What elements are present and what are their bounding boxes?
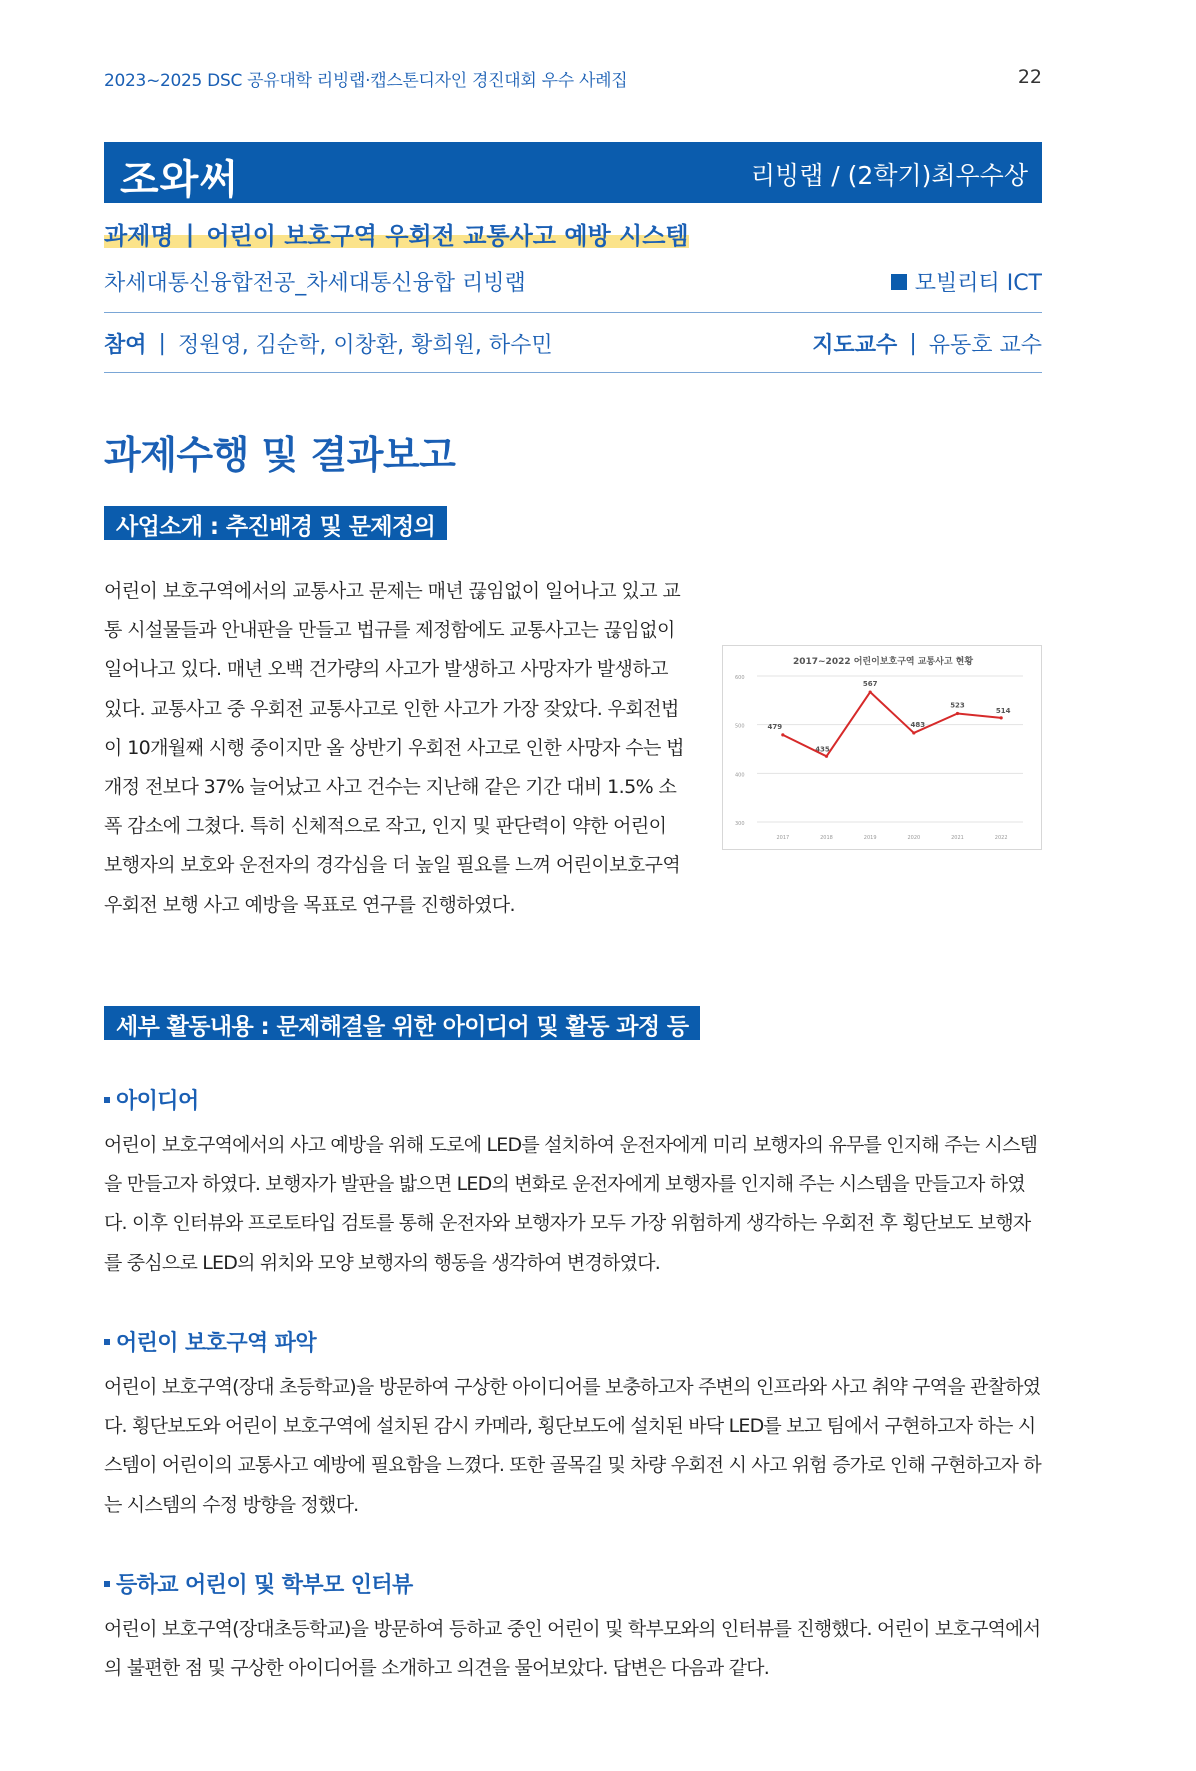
square-bullet-icon: [891, 274, 907, 290]
interview-title: 등하교 어린이 및 학부모 인터뷰: [116, 1573, 413, 1598]
award-label: 리빙랩 / (2학기)최우수상: [750, 161, 1028, 190]
x-tick-label: 2018: [820, 835, 833, 841]
idea-heading: [104, 1084, 199, 1115]
data-point: [956, 712, 959, 715]
interview-paragraph: 어린이 보호구역(장대초등학교)을 방문하여 등하교 중인 어린이 및 학부모와의 인터뷰를 진행했다. 어린이 보호구역에서의 불편한 점 및 구상한 아이디어를 소개하고 의견을 물어보았다. 답변은 다음과 같다.: [104, 1618, 1041, 1680]
members-label: 참여: [104, 333, 147, 358]
task-title-row: [104, 216, 689, 252]
y-tick-label: 400: [735, 772, 745, 779]
task-separator: |: [185, 219, 195, 248]
interview-heading: [104, 1568, 413, 1599]
zone-heading: [104, 1326, 316, 1357]
data-label: 479: [767, 722, 783, 731]
y-tick-label: 300: [735, 821, 745, 827]
idea-paragraph: 어린이 보호구역에서의 사고 예방을 위해 도로에 LED를 설치하여 운전자에게 미리 보행자의 유무를 인지해 주는 시스템을 만들고자 하였다. 보행자가 발판을 밟으면 LED의 변화로 운전자에게 보행자를 인지해 주는 시스템을 만들고자 하였다. 이후 인터뷰와 프로토타입 검토를 통해 운전자와 보행자가 모두 가장 위험하게 생각하는 우회전 후 횡단보도 보행자를 중심으로 LED의 위치와 모양 보행자의 행동을 생각하여 변경하였다.: [104, 1134, 1038, 1274]
data-label: 523: [950, 701, 965, 710]
page-number: 22: [1017, 66, 1042, 88]
advisor-name: 유동호 교수: [928, 333, 1042, 358]
x-tick-label: 2019: [863, 835, 877, 841]
members-names: 정원영, 김순학, 이창환, 황희원, 하수민: [177, 333, 553, 358]
team-banner: [104, 142, 1042, 203]
x-tick-label: 2020: [907, 835, 921, 841]
running-header: [104, 66, 1042, 94]
data-point: [781, 733, 784, 736]
data-point: [1000, 716, 1003, 719]
y-tick-label: 500: [735, 723, 745, 730]
divider-line: [104, 372, 1042, 373]
intro-section-tag: 사업소개 : 추진배경 및 문제정의: [104, 506, 447, 540]
idea-title: 아이디어: [116, 1089, 199, 1114]
category-text: 모빌리티 ICT: [914, 271, 1042, 296]
department-row: [104, 266, 1042, 300]
section-title: 과제수행 및 결과보고: [104, 433, 456, 477]
data-label: 483: [910, 720, 926, 729]
accident-chart: [722, 645, 1042, 850]
department-name: 차세대통신융합전공_차세대통신융합 리빙랩: [104, 271, 526, 296]
x-tick-label: 2017: [776, 835, 790, 841]
data-point: [869, 690, 872, 693]
data-label: 567: [862, 680, 878, 689]
chart-title: 2017~2022 어린이보호구역 교통사고 현황: [792, 657, 974, 667]
data-label: 514: [995, 706, 1011, 715]
members-row: [104, 328, 1042, 364]
advisor-label: 지도교수: [812, 333, 898, 358]
divider-line: [104, 312, 1042, 313]
data-label: 435: [815, 745, 830, 754]
task-label: 과제명: [104, 222, 174, 250]
category-label: [891, 266, 1042, 297]
x-tick-label: 2022: [994, 835, 1008, 841]
bullet-icon: [104, 1339, 110, 1345]
bullet-icon: [104, 1097, 110, 1103]
team-name: 조와써: [120, 157, 239, 203]
intro-paragraph: 어린이 보호구역에서의 교통사고 문제는 매년 끊임없이 일어나고 있고 교통 시설물들과 안내판을 만들고 법규를 제정함에도 교통사고는 끊임없이 일어나고 있다. 매년 오백 건가량의 사고가 발생하고 사망자가 발생하고 있다. 교통사고 중 우회전 교통사고로 인한 사고가 가장 잦았다. 우회전법이 10개월째 시행 중이지만 올 상반기 우회전 사고로 인한 사망자 수는 법 개정 전보다 37% 늘어났고 사고 건수는 지난해 같은 기간 대비 1.5% 소폭 감소에 그쳤다. 특히 신체적으로 작고, 인지 및 판단력이 약한 어린이 보행자의 보호와 운전자의 경각심을 더 높일 필요를 느껴 어린이보호구역 우회전 보행 사고 예방을 목표로 연구를 진행하였다.: [104, 580, 684, 916]
data-point: [912, 731, 915, 734]
zone-title: 어린이 보호구역 파악: [116, 1331, 316, 1356]
zone-paragraph: 어린이 보호구역(장대 초등학교)을 방문하여 구상한 아이디어를 보충하고자 주변의 인프라와 사고 취약 구역을 관찰하였다. 횡단보도와 어린이 보호구역에 설치된 감시 카메라, 횡단보도에 설치된 바닥 LED를 보고 팀에서 구현하고자 하는 시스템이 어린이의 교통사고 예방에 필요함을 느꼈다. 또한 골목길 및 차량 우회전 시 사고 위험 증가로 인해 구현하고자 하는 시스템의 수정 방향을 정했다.: [104, 1376, 1041, 1516]
data-point: [825, 755, 828, 758]
advisor-separator: |: [909, 331, 917, 356]
task-title: 어린이 보호구역 우회전 교통사고 예방 시스템: [206, 222, 689, 250]
running-title: 2023~2025 DSC 공유대학 리빙랩·캡스톤디자인 경진대회 우수 사례집: [104, 71, 628, 91]
line-chart: [723, 646, 1043, 851]
y-tick-label: 600: [735, 675, 745, 681]
detail-section-tag: 세부 활동내용 : 문제해결을 위한 아이디어 및 활동 과정 등: [104, 1006, 700, 1040]
x-tick-label: 2021: [951, 835, 964, 841]
members-separator: |: [158, 331, 166, 356]
bullet-icon: [104, 1581, 110, 1587]
